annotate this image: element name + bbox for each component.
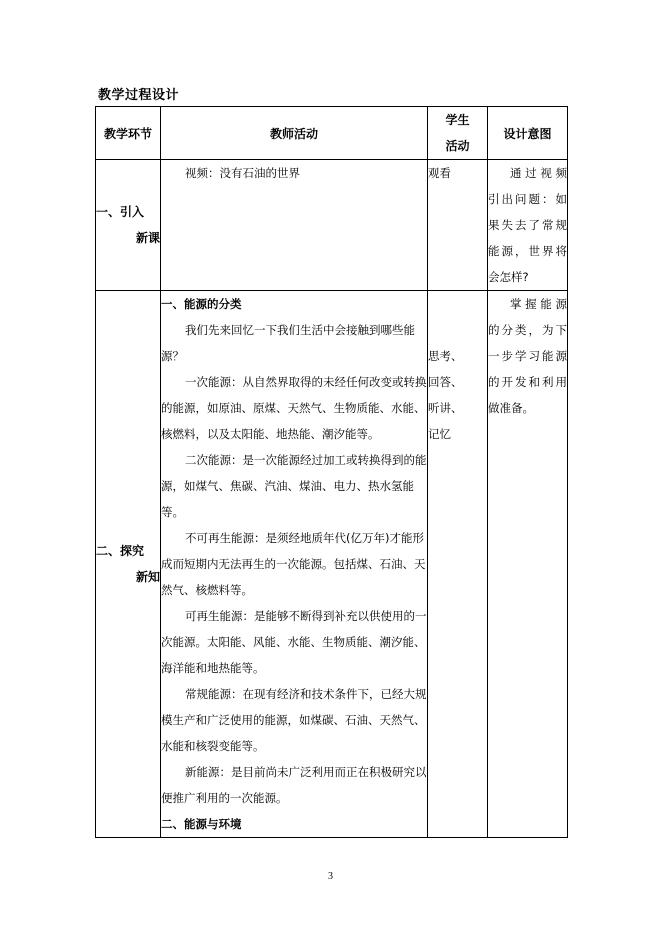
stage-label: 一、引入	[96, 205, 145, 219]
teacher-activity-cell	[161, 160, 428, 291]
section-heading: 教学过程设计	[98, 88, 180, 103]
stage-cell	[96, 160, 161, 291]
stage-label: 新知	[135, 570, 160, 584]
activity-paragraph: 新能源：是目前尚未广泛利用而正在积极研究以便推广利用的一次能源。	[161, 765, 427, 805]
activity-paragraph: 不可再生能源：是须经地质年代(亿万年)才能形成而短期内无法再生的一次能源。包括煤、石油、天然气、核燃料等。	[161, 531, 426, 597]
activity-paragraph: 二次能源：是一次能源经过加工或转换得到的能源，如煤气、焦碳、汽油、煤油、电力、热水氢能等。	[161, 453, 427, 519]
activity-paragraph: 一次能源：从自然界取得的未经任何改变或转换的能源，如原油、原煤、天然气、生物质能、水能、核燃料，以及太阳能、地热能、潮汐能等。	[161, 375, 427, 441]
page-number: 3	[328, 871, 333, 882]
student-activity-text: 回答、	[428, 375, 463, 389]
table-row	[96, 160, 568, 291]
section-title: 一、能源的分类	[161, 297, 242, 311]
section-title: 二、能源与环境	[161, 817, 242, 831]
table-header-row	[96, 107, 568, 160]
activity-paragraph: 我们先来回忆一下我们生活中会接触到哪些能源？	[161, 323, 415, 363]
activity-paragraph: 常规能源：在现有经济和技术条件下，已经大规模生产和广泛使用的能源，如煤碳、石油、天然气、水能和核裂变能等。	[161, 687, 427, 753]
design-intent-cell	[488, 160, 568, 291]
teacher-activity-cell	[161, 291, 428, 838]
design-intent-text: 掌握能源的分类，为下一步学习能源的开发和利用做准备。	[488, 297, 567, 415]
stage-label: 新课	[135, 231, 160, 245]
header-design-intent: 设计意图	[488, 107, 568, 160]
student-activity-cell	[428, 160, 488, 291]
teaching-process-table	[95, 106, 568, 838]
design-intent-text: 通过视频引出问题：如果失去了常规能源，世界将会怎样?	[488, 166, 567, 284]
header-stage: 教学环节	[96, 107, 161, 160]
student-activity-text: 记忆	[428, 427, 451, 441]
stage-label: 二、探究	[96, 544, 145, 558]
student-activity-cell	[428, 291, 488, 838]
student-activity-text: 听讲、	[428, 401, 463, 415]
header-teacher-activity: 教师活动	[161, 107, 428, 160]
table-row	[96, 291, 568, 838]
student-activity-text: 思考、	[428, 349, 463, 363]
header-student-activity: 学生活动	[428, 107, 488, 160]
activity-paragraph: 可再生能源：是能够不断得到补充以供使用的一次能源。太阳能、风能、水能、生物质能、潮汐能、海洋能和地热能等。	[161, 609, 427, 675]
design-intent-cell	[488, 291, 568, 838]
activity-paragraph: 视频：没有石油的世界	[185, 166, 300, 180]
student-activity-text: 观看	[428, 166, 451, 180]
stage-cell	[96, 291, 161, 838]
